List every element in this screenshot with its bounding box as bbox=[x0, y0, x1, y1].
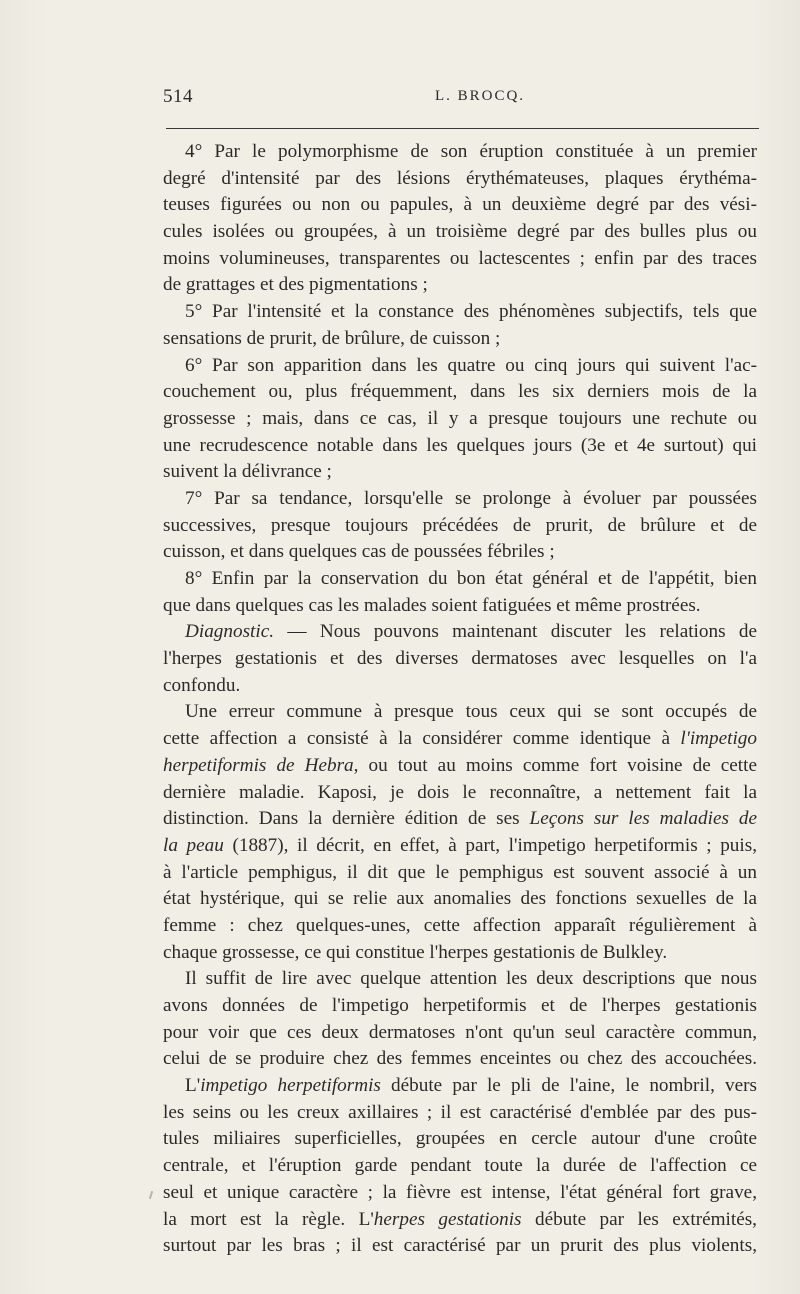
italic-text: Diagnostic. bbox=[185, 621, 275, 643]
text-line: degré d'intensité par des lésions érythémateuses, plaques érythéma- bbox=[163, 167, 757, 189]
text-line: de grattages et des pigmentations ; bbox=[163, 274, 428, 296]
italic-text: la peau bbox=[163, 834, 224, 856]
text-line: centrale, et l'éruption garde pendant toute la durée de l'affection ce bbox=[163, 1155, 757, 1177]
text-line: 5° Par l'intensité et la constance des phénomènes subjectifs, tels que bbox=[185, 301, 757, 323]
line-text: cette affection a consisté à la considérer comme identique à bbox=[163, 728, 681, 750]
text-line: successives, presque toujours précédées de prurit, de brûlure et de bbox=[163, 514, 757, 536]
text-line: Il suffit de lire avec quelque attention les deux descriptions que nous bbox=[185, 968, 757, 990]
text-line: état hystérique, qui se relie aux anomalies des fonctions sexuelles de la bbox=[163, 888, 757, 910]
text-line: cules isolées ou groupées, à un troisième degré par des bulles plus ou bbox=[163, 221, 757, 243]
text-line bbox=[163, 1073, 757, 1100]
ink-speck bbox=[149, 1191, 153, 1199]
text-line bbox=[163, 806, 757, 833]
italic-text: impetigo herpetiformis bbox=[200, 1075, 381, 1097]
body-text bbox=[163, 139, 757, 1260]
line-text: débute par le pli de l'aine, le nombril, vers bbox=[380, 1075, 757, 1097]
line-text: L' bbox=[185, 1075, 201, 1097]
text-line: une recrudescence notable dans les quelques jours (3e et 4e surtout) qui bbox=[163, 434, 757, 456]
italic-text: herpetiformis de Hebra bbox=[163, 754, 354, 776]
text-line bbox=[163, 833, 757, 860]
text-line: 8° Enfin par la conservation du bon état général et de l'appétit, bien bbox=[185, 568, 757, 589]
text-line: à l'article pemphigus, il dit que le pemphigus est souvent associé à un bbox=[163, 861, 757, 883]
text-line: Une erreur commune à presque tous ceux qui se sont occupés de bbox=[185, 701, 757, 723]
italic-text: l'impetigo bbox=[680, 728, 757, 750]
text-line bbox=[163, 619, 757, 646]
italic-text: Leçons sur les maladies de bbox=[529, 808, 757, 830]
line-text: distinction. Dans la dernière édition de ses bbox=[163, 808, 530, 830]
header-rule bbox=[166, 128, 759, 129]
text-line: seul et unique caractère ; la fièvre est intense, l'état général fort grave, bbox=[163, 1181, 757, 1203]
text-line bbox=[163, 1207, 757, 1234]
text-line: cuisson, et dans quelques cas de poussées fébriles ; bbox=[163, 541, 555, 563]
line-text: la mort est la règle. L' bbox=[163, 1208, 374, 1230]
text-line: couchement ou, plus fréquemment, dans les six derniers mois de la bbox=[163, 381, 757, 403]
text-line: que dans quelques cas les malades soient fatiguées et même prostrées. bbox=[163, 594, 701, 616]
text-line: 7° Par sa tendance, lorsqu'elle se prolonge à évoluer par poussées bbox=[185, 487, 757, 509]
text-line: 4° Par le polymorphisme de son éruption constituée à un premier bbox=[185, 141, 757, 162]
text-line: les seins ou les creux axillaires ; il est caractérisé d'emblée par des pus- bbox=[163, 1101, 757, 1123]
line-text: — Nous pouvons maintenant discuter les relations de bbox=[274, 621, 757, 643]
text-line: celui de se produire chez des femmes enceintes ou chez des accouchées. bbox=[163, 1048, 757, 1070]
text-line: suivent la délivrance ; bbox=[163, 461, 332, 483]
text-line: confondu. bbox=[163, 674, 241, 696]
text-line: avons données de l'impetigo herpetiformis et de l'herpes gestationis bbox=[163, 995, 757, 1016]
text-line: teuses figurées ou non ou papules, à un deuxième degré par des vési- bbox=[163, 194, 757, 216]
text-line: tules miliaires superficielles, groupées en cercle autour d'une croûte bbox=[163, 1128, 757, 1150]
text-line: grossesse ; mais, dans ce cas, il y a presque toujours une rechute ou bbox=[163, 407, 757, 429]
italic-text: herpes gestationis bbox=[373, 1208, 522, 1230]
page-header bbox=[163, 86, 757, 116]
text-line: 6° Par son apparition dans les quatre ou cinq jours qui suivent l'ac- bbox=[185, 354, 757, 376]
text-line: moins volumineuses, transparentes ou lactescentes ; enfin par des traces bbox=[163, 247, 757, 269]
text-line: femme : chez quelques-unes, cette affection apparaît régulièrement à bbox=[163, 914, 757, 936]
line-text: débute par les extrémités, bbox=[521, 1208, 757, 1230]
text-line bbox=[163, 726, 757, 753]
text-line: chaque grossesse, ce qui constitue l'herpes gestationis de Bulkley. bbox=[163, 941, 668, 963]
running-head: L. BROCQ. bbox=[434, 88, 526, 104]
page-number: 514 bbox=[163, 86, 193, 107]
line-text: , ou tout au moins comme fort voisine de cette bbox=[353, 754, 757, 776]
text-line: l'herpes gestationis et des diverses dermatoses avec lesquelles on l'a bbox=[163, 648, 757, 670]
line-text: (1887), il décrit, en effet, à part, l'impetigo herpetiformis ; puis, bbox=[223, 834, 757, 856]
text-line bbox=[163, 753, 757, 780]
text-line: sensations de prurit, de brûlure, de cuisson ; bbox=[163, 327, 501, 349]
text-line: dernière maladie. Kaposi, je dois le reconnaître, a nettement fait la bbox=[163, 781, 757, 803]
text-line: surtout par les bras ; il est caractérisé par un prurit des plus violents, bbox=[163, 1235, 757, 1257]
text-line: pour voir que ces deux dermatoses n'ont qu'un seul caractère commun, bbox=[163, 1021, 757, 1043]
